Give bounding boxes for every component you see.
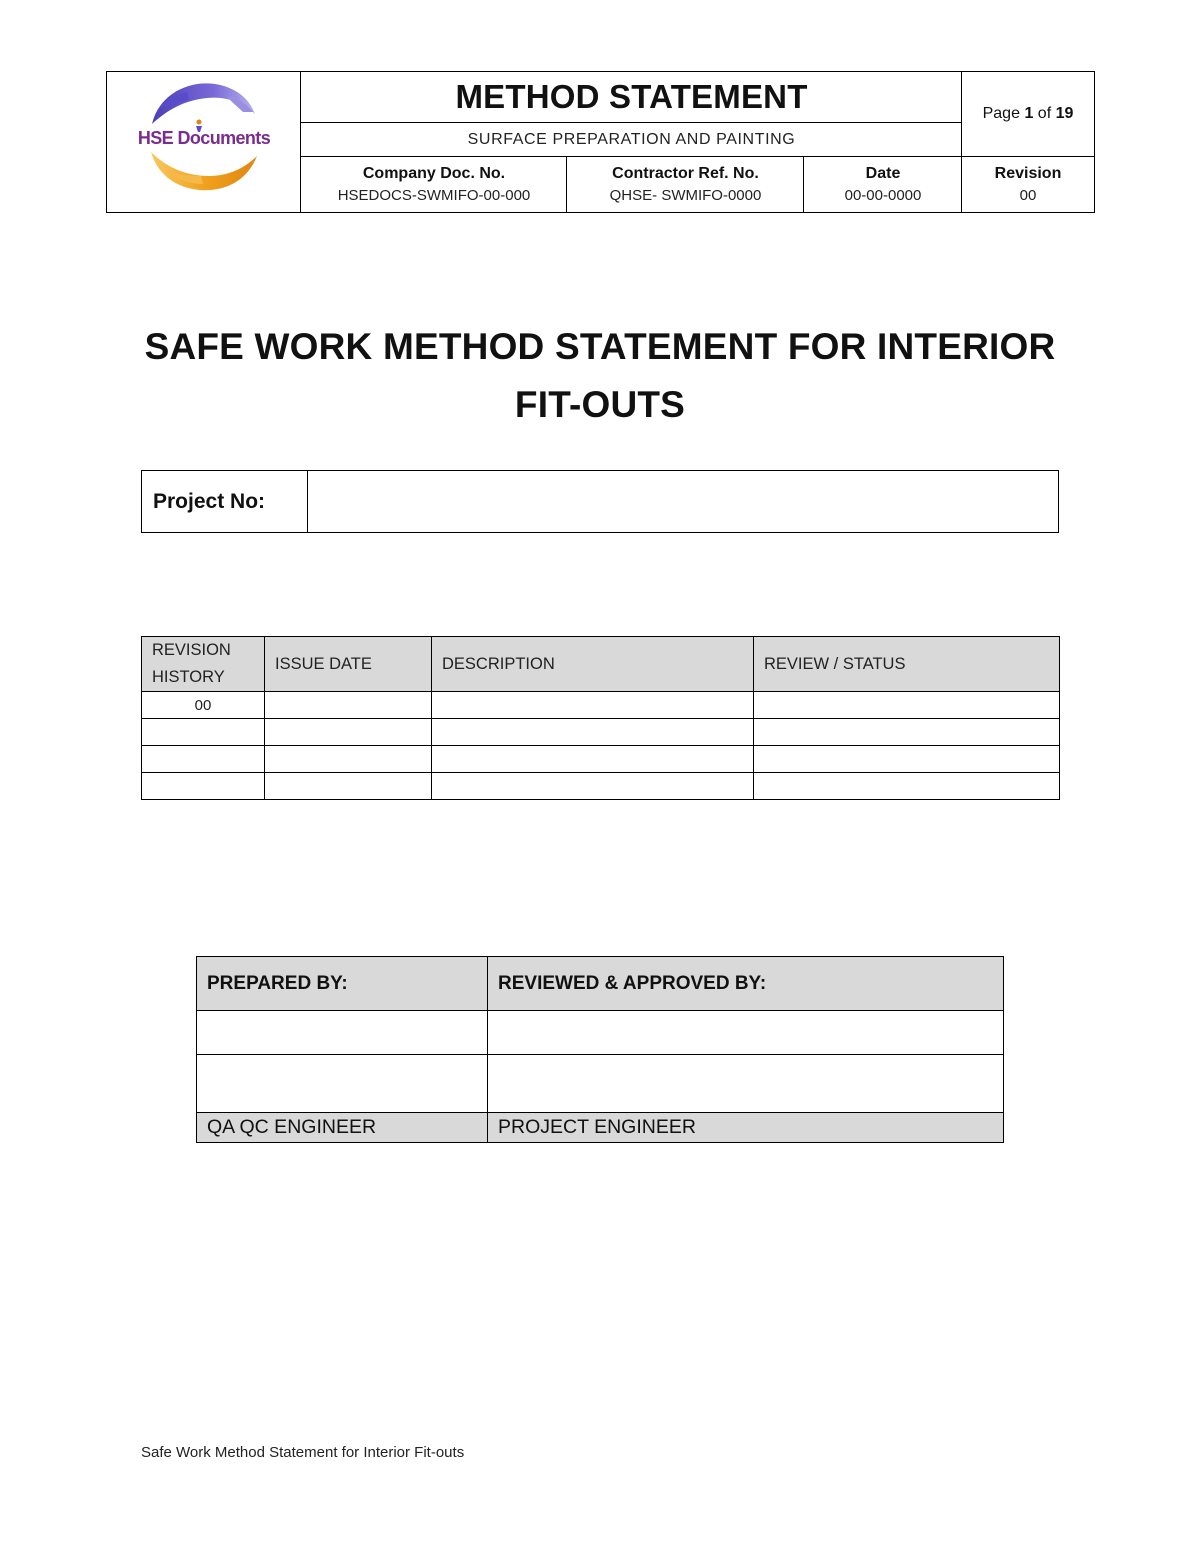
table-header-row	[142, 637, 1060, 692]
table-cell[interactable]	[432, 692, 754, 719]
table-cell[interactable]	[265, 719, 432, 746]
page-title: METHOD STATEMENT	[455, 78, 808, 115]
table-row	[142, 719, 1060, 746]
table-row	[142, 746, 1060, 773]
page-footer: Safe Work Method Statement for Interior Fit-outs	[141, 1444, 465, 1461]
approved-signature-field[interactable]	[488, 1055, 1004, 1113]
table-cell[interactable]	[754, 773, 1060, 800]
signature-row	[197, 1055, 1004, 1113]
approved-role: PROJECT ENGINEER	[488, 1113, 1004, 1143]
table-cell[interactable]	[142, 746, 265, 773]
subtitle-cell	[301, 123, 962, 157]
role-row	[197, 1113, 1004, 1143]
prepared-role: QA QC ENGINEER	[197, 1113, 488, 1143]
prepared-signature-field[interactable]	[197, 1055, 488, 1113]
table-cell[interactable]	[142, 719, 265, 746]
table-cell[interactable]	[432, 773, 754, 800]
col-description: DESCRIPTION	[432, 637, 754, 692]
company-doc-no: Company Doc. No. HSEDOCS-SWMIFO-00-000	[337, 165, 531, 204]
table-row	[142, 692, 1060, 719]
logo-cell	[107, 72, 301, 212]
approval-header-row	[197, 957, 1004, 1011]
table-cell[interactable]	[754, 692, 1060, 719]
project-no-field[interactable]	[308, 471, 1058, 532]
title-cell	[301, 72, 962, 123]
table-cell[interactable]	[265, 746, 432, 773]
document-title: SAFE WORK METHOD STATEMENT FOR INTERIOR FIT-OUTS	[144, 326, 1056, 425]
document-date: Date 00-00-0000	[803, 157, 962, 212]
page-subtitle: SURFACE PREPARATION AND PAINTING	[467, 130, 796, 148]
approved-name-field[interactable]	[488, 1011, 1004, 1055]
document-header	[106, 71, 1095, 213]
hands-logo-icon	[107, 72, 301, 212]
revision-history-table	[141, 636, 1060, 800]
col-issue-date: ISSUE DATE	[265, 637, 432, 692]
table-cell[interactable]	[432, 746, 754, 773]
name-row	[197, 1011, 1004, 1055]
project-no-box	[141, 470, 1059, 533]
table-cell[interactable]	[754, 719, 1060, 746]
col-review-status: REVIEW / STATUS	[754, 637, 1060, 692]
page-number: Page 1 of 19	[982, 105, 1074, 122]
table-cell[interactable]: 00	[142, 692, 265, 719]
approval-table	[196, 956, 1004, 1143]
table-cell[interactable]	[432, 719, 754, 746]
approved-by-label: REVIEWED & APPROVED BY:	[488, 957, 1004, 1011]
table-cell[interactable]	[142, 773, 265, 800]
project-no-label: Project No:	[142, 471, 308, 532]
prepared-name-field[interactable]	[197, 1011, 488, 1055]
table-cell[interactable]	[754, 746, 1060, 773]
table-cell[interactable]	[265, 692, 432, 719]
prepared-by-label: PREPARED BY:	[197, 957, 488, 1011]
contractor-ref-no: Contractor Ref. No. QHSE- SWMIFO-0000	[566, 157, 804, 212]
document-revision: Revision 00	[961, 157, 1094, 212]
col-revision-history: REVISION HISTORY	[142, 637, 265, 692]
table-row	[142, 773, 1060, 800]
page-number-cell	[961, 72, 1094, 157]
logo-text: HSE Documents	[137, 128, 271, 148]
table-cell[interactable]	[265, 773, 432, 800]
